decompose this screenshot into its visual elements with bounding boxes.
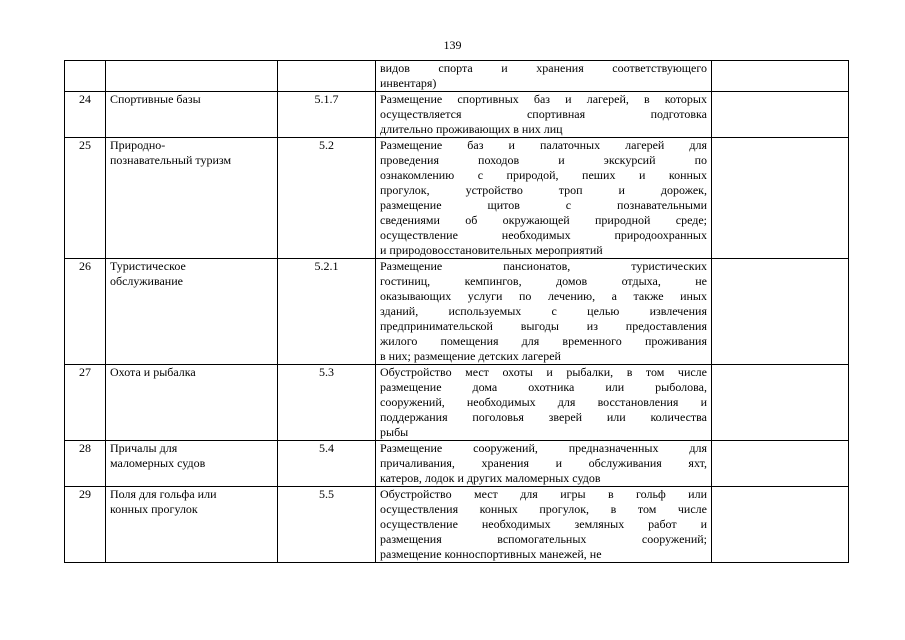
description-cell — [376, 365, 712, 441]
description-line: в них; размещение детских лагерей — [380, 349, 561, 363]
page-number: 139 — [443, 38, 462, 52]
row-number-cell: 28 — [65, 441, 106, 487]
description-line: размещение дома охотника или рыболова, — [380, 380, 707, 394]
description-line: поддержания поголовья зверей или количества — [380, 410, 707, 424]
description-cell — [376, 61, 712, 92]
land-use-table — [64, 60, 849, 563]
description-line: сооружений, необходимых для восстановления и — [380, 395, 707, 409]
use-type-name-cell — [106, 259, 278, 365]
use-code-cell: 5.2 — [278, 138, 376, 259]
description-line: оказывающих услуги по лечению, а также иных — [380, 289, 707, 303]
row-number-cell: 25 — [65, 138, 106, 259]
use-type-name-line: Причалы для — [110, 441, 178, 455]
row-number-cell: 29 — [65, 487, 106, 563]
description-line: длительно проживающих в них лиц — [380, 122, 563, 136]
description-line: Обустройство мест охоты и рыбалки, в том числе — [380, 365, 707, 379]
description-line: ознакомлению с природой, пеших и конных — [380, 168, 707, 182]
description-line: предпринимательской выгоды из предоставления — [380, 319, 707, 333]
notes-cell — [712, 138, 849, 259]
table-row — [65, 365, 849, 441]
use-type-name-line: Охота и рыбалка — [110, 365, 196, 379]
description-line: и природовосстановительных мероприятий — [380, 243, 603, 257]
description-line: осуществляется спортивная подготовка — [380, 107, 707, 121]
table-row — [65, 259, 849, 365]
notes-cell — [712, 365, 849, 441]
use-type-name-cell — [106, 92, 278, 138]
description-line: размещение щитов с познавательными — [380, 198, 707, 212]
use-type-name-line: конных прогулок — [110, 502, 198, 516]
use-type-name-line: обслуживание — [110, 274, 183, 288]
row-number-cell: 24 — [65, 92, 106, 138]
description-line: рыбы — [380, 425, 409, 439]
row-number-cell — [65, 61, 106, 92]
description-line: осуществление необходимых земляных работ и — [380, 517, 707, 531]
use-type-name-line: Природно- — [110, 138, 166, 152]
table-body — [65, 61, 849, 563]
use-type-name-cell — [106, 441, 278, 487]
use-type-name-line: маломерных судов — [110, 456, 206, 470]
use-type-name-line: Туристическое — [110, 259, 186, 273]
use-code-cell: 5.2.1 — [278, 259, 376, 365]
use-type-name-cell — [106, 138, 278, 259]
description-line: проведения походов и экскурсий по — [380, 153, 707, 167]
description-line: Размещение сооружений, предназначенных для — [380, 441, 707, 455]
notes-cell — [712, 487, 849, 563]
description-line: осуществление необходимых природоохранных — [380, 228, 707, 242]
notes-cell — [712, 259, 849, 365]
description-cell — [376, 92, 712, 138]
use-type-name-cell — [106, 487, 278, 563]
description-cell — [376, 441, 712, 487]
use-code-cell: 5.4 — [278, 441, 376, 487]
description-cell — [376, 487, 712, 563]
notes-cell — [712, 92, 849, 138]
table-row — [65, 61, 849, 92]
row-number-cell: 27 — [65, 365, 106, 441]
use-type-name-cell — [106, 61, 278, 92]
description-line: Обустройство мест для игры в гольф или — [380, 487, 707, 501]
notes-cell — [712, 61, 849, 92]
description-line: Размещение спортивных баз и лагерей, в которых — [380, 92, 707, 106]
use-code-cell — [278, 61, 376, 92]
description-line: размещение конноспортивных манежей, не — [380, 547, 602, 561]
table-row — [65, 441, 849, 487]
description-line: Размещение пансионатов, туристических — [380, 259, 707, 273]
description-line: прогулок, устройство троп и дорожек, — [380, 183, 707, 197]
description-cell — [376, 138, 712, 259]
notes-cell — [712, 441, 849, 487]
description-line: жилого помещения для временного проживания — [380, 334, 707, 348]
use-type-name-cell — [106, 365, 278, 441]
row-number-cell: 26 — [65, 259, 106, 365]
table-row — [65, 487, 849, 563]
use-type-name-line: Спортивные базы — [110, 92, 201, 106]
description-line: зданий, используемых с целью извлечения — [380, 304, 707, 318]
use-code-cell: 5.1.7 — [278, 92, 376, 138]
table-row — [65, 138, 849, 259]
description-line: размещения вспомогательных сооружений; — [380, 532, 707, 546]
use-type-name-line: Поля для гольфа или — [110, 487, 217, 501]
use-type-name-line: познавательный туризм — [110, 153, 232, 167]
description-line: Размещение баз и палаточных лагерей для — [380, 138, 707, 152]
description-line: гостиниц, кемпингов, домов отдыха, не — [380, 274, 707, 288]
description-line: инвентаря) — [380, 76, 437, 90]
description-line: катеров, лодок и других маломерных судов — [380, 471, 601, 485]
description-line: причаливания, хранения и обслуживания яхт, — [380, 456, 707, 470]
description-line: видов спорта и хранения соответствующего — [380, 61, 707, 75]
table-row — [65, 92, 849, 138]
description-line: осуществления конных прогулок, в том числе — [380, 502, 707, 516]
use-code-cell: 5.3 — [278, 365, 376, 441]
description-line: сведениями об окружающей природной среде; — [380, 213, 707, 227]
use-code-cell: 5.5 — [278, 487, 376, 563]
description-cell — [376, 259, 712, 365]
